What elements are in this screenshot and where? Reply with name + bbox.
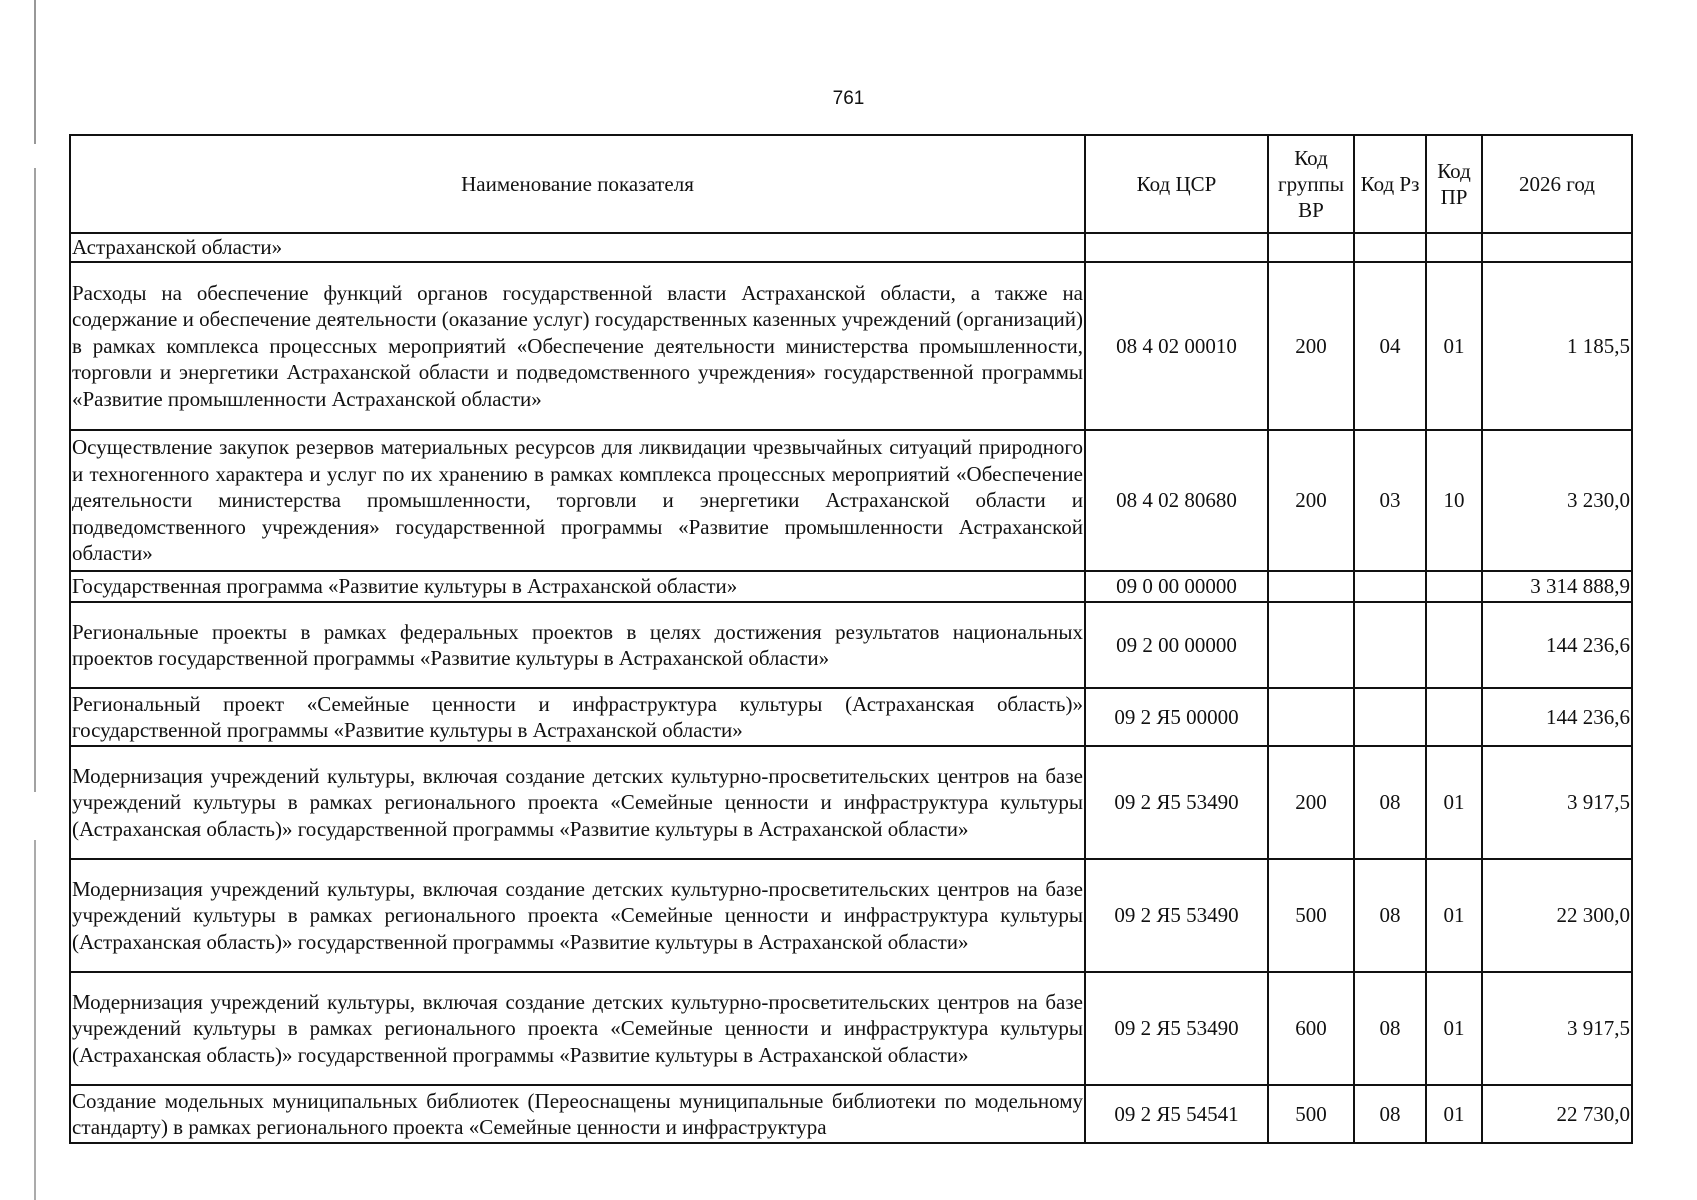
table-row [70, 262, 1632, 430]
row-amount: 22 300,0 [1482, 859, 1632, 972]
row-amount: 144 236,6 [1482, 602, 1632, 688]
row-amount: 22 730,0 [1482, 1085, 1632, 1143]
row-vr: 500 [1268, 1085, 1354, 1143]
header-rz: Код Рз [1354, 135, 1426, 233]
row-pr [1426, 602, 1482, 688]
row-rz: 08 [1354, 1085, 1426, 1143]
row-pr [1426, 688, 1482, 746]
row-name: Региональный проект «Семейные ценности и инфраструктура культуры (Астраханская область)» государственной программы «Развитие культуры в Астраханской области» [70, 688, 1085, 746]
row-pr [1426, 233, 1482, 262]
row-csr: 09 2 Я5 53490 [1085, 746, 1268, 859]
row-name: Астраханской области» [70, 233, 1085, 262]
row-amount: 3 917,5 [1482, 746, 1632, 859]
row-vr [1268, 602, 1354, 688]
row-rz [1354, 233, 1426, 262]
row-csr: 08 4 02 80680 [1085, 430, 1268, 571]
page-number: 761 [832, 88, 865, 109]
row-rz: 03 [1354, 430, 1426, 571]
row-pr: 01 [1426, 1085, 1482, 1143]
table-row [70, 430, 1632, 571]
row-pr: 01 [1426, 262, 1482, 430]
row-csr: 09 2 00 00000 [1085, 602, 1268, 688]
row-pr [1426, 571, 1482, 602]
header-vr: Код группы ВР [1268, 135, 1354, 233]
row-rz [1354, 602, 1426, 688]
row-pr: 10 [1426, 430, 1482, 571]
row-name: Осуществление закупок резервов материальных ресурсов для ликвидации чрезвычайных ситуаций природного и техногенного характера и услуг по их хранению в рамках комплекса процессных мероприятий «Обеспечение деятельности министерства промышленности, торговли и энергетики Астраханской области и подведомственного учреждения» государственной программы «Развитие промышленности Астраханской области» [70, 430, 1085, 571]
row-name: Модернизация учреждений культуры, включая создание детских культурно-просветительских центров на базе учреждений культуры в рамках регионального проекта «Семейные ценности и инфраструктура культуры (Астраханская область)» государственной программы «Развитие культуры в Астраханской области» [70, 859, 1085, 972]
header-csr: Код ЦСР [1085, 135, 1268, 233]
table-row [70, 972, 1632, 1085]
row-amount: 3 917,5 [1482, 972, 1632, 1085]
row-csr: 09 2 Я5 54541 [1085, 1085, 1268, 1143]
row-amount: 3 230,0 [1482, 430, 1632, 571]
row-rz: 08 [1354, 859, 1426, 972]
row-csr: 09 0 00 00000 [1085, 571, 1268, 602]
row-csr [1085, 233, 1268, 262]
row-vr: 200 [1268, 430, 1354, 571]
row-rz [1354, 571, 1426, 602]
row-vr: 200 [1268, 262, 1354, 430]
table-row [70, 688, 1632, 746]
row-csr: 09 2 Я5 00000 [1085, 688, 1268, 746]
row-csr: 09 2 Я5 53490 [1085, 859, 1268, 972]
header-name: Наименование показателя [70, 135, 1085, 233]
row-vr [1268, 571, 1354, 602]
row-name: Модернизация учреждений культуры, включая создание детских культурно-просветительских центров на базе учреждений культуры в рамках регионального проекта «Семейные ценности и инфраструктура культуры (Астраханская область)» государственной программы «Развитие культуры в Астраханской области» [70, 746, 1085, 859]
row-name: Модернизация учреждений культуры, включая создание детских культурно-просветительских центров на базе учреждений культуры в рамках регионального проекта «Семейные ценности и инфраструктура культуры (Астраханская область)» государственной программы «Развитие культуры в Астраханской области» [70, 972, 1085, 1085]
header-year: 2026 год [1482, 135, 1632, 233]
row-amount: 1 185,5 [1482, 262, 1632, 430]
row-pr: 01 [1426, 746, 1482, 859]
row-vr: 600 [1268, 972, 1354, 1085]
table-row [70, 571, 1632, 602]
row-pr: 01 [1426, 859, 1482, 972]
row-rz [1354, 688, 1426, 746]
table-header-row [70, 135, 1632, 233]
row-vr [1268, 688, 1354, 746]
row-name: Создание модельных муниципальных библиотек (Переоснащены муниципальные библиотеки по модельному стандарту) в рамках регионального проекта «Семейные ценности и инфраструктура [70, 1085, 1085, 1143]
row-csr: 09 2 Я5 53490 [1085, 972, 1268, 1085]
row-rz: 04 [1354, 262, 1426, 430]
scan-margin-line [34, 0, 36, 1200]
table-row [70, 1085, 1632, 1143]
table-row [70, 859, 1632, 972]
table-row [70, 602, 1632, 688]
header-pr: Код ПР [1426, 135, 1482, 233]
row-rz: 08 [1354, 972, 1426, 1085]
row-amount [1482, 233, 1632, 262]
row-amount: 144 236,6 [1482, 688, 1632, 746]
row-vr: 200 [1268, 746, 1354, 859]
row-pr: 01 [1426, 972, 1482, 1085]
row-name: Региональные проекты в рамках федеральных проектов в целях достижения результатов национальных проектов государственной программы «Развитие культуры в Астраханской области» [70, 602, 1085, 688]
row-name: Расходы на обеспечение функций органов государственной власти Астраханской области, а также на содержание и обеспечение деятельности (оказание услуг) государственных казенных учреждений (организаций) в рамках комплекса процессных мероприятий «Обеспечение деятельности министерства промышленности, торговли и энергетики Астраханской области и подведомственного учреждения» государственной программы «Развитие промышленности Астраханской области» [70, 262, 1085, 430]
table-row [70, 233, 1632, 262]
table-row [70, 746, 1632, 859]
budget-table [69, 134, 1633, 1144]
row-csr: 08 4 02 00010 [1085, 262, 1268, 430]
row-vr: 500 [1268, 859, 1354, 972]
row-vr [1268, 233, 1354, 262]
row-name: Государственная программа «Развитие культуры в Астраханской области» [70, 571, 1085, 602]
row-amount: 3 314 888,9 [1482, 571, 1632, 602]
row-rz: 08 [1354, 746, 1426, 859]
